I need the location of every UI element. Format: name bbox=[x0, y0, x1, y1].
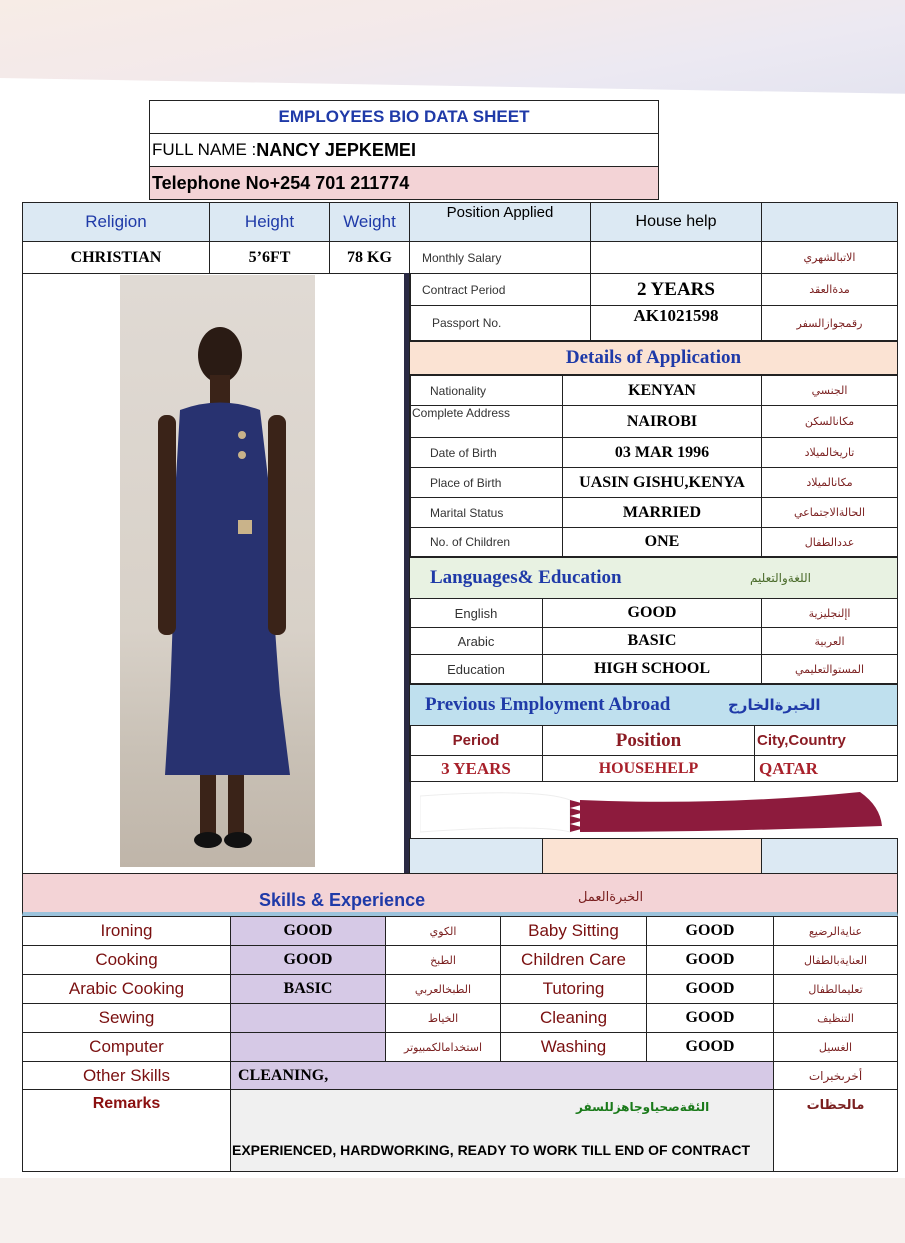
telephone: +254 701 211774 bbox=[269, 172, 410, 193]
passport-label: Passport No. bbox=[409, 305, 591, 341]
skill-name: Arabic Cooking bbox=[22, 974, 231, 1004]
application-header: Details of Application bbox=[409, 341, 898, 375]
height-header: Height bbox=[209, 202, 330, 242]
application-value: UASIN GISHU,KENYA bbox=[562, 467, 762, 498]
language-value: HIGH SCHOOL bbox=[542, 654, 762, 684]
application-ar: مكانالسكن bbox=[761, 405, 898, 438]
language-label: English bbox=[409, 598, 543, 628]
skill-ar: الخياط bbox=[385, 1003, 501, 1033]
remarks-ar: مالحظات bbox=[773, 1089, 898, 1172]
application-value: NAIROBI bbox=[562, 405, 762, 438]
skill-ar: تعليمالطفال bbox=[773, 974, 898, 1004]
remarks-body: الئقةصحياوجاهزللسفر EXPERIENCED, HARDWORKING, READY TO WORK TILL END OF CONTRACT bbox=[230, 1089, 774, 1172]
skill-level: GOOD bbox=[230, 945, 386, 975]
skill-name: Baby Sitting bbox=[500, 916, 647, 946]
prev-period-value: 3 YEARS bbox=[409, 755, 543, 782]
skill-level bbox=[230, 1032, 386, 1062]
skill-level bbox=[230, 1003, 386, 1033]
skill-ar: الطبخالعربي bbox=[385, 974, 501, 1004]
prev-position-value: HOUSEHELP bbox=[542, 755, 755, 782]
other-skills-label: Other Skills bbox=[22, 1061, 231, 1090]
weight-header: Weight bbox=[329, 202, 410, 242]
application-label: Place of Birth bbox=[409, 467, 563, 498]
application-label: Nationality bbox=[409, 375, 563, 406]
skill-name: Washing bbox=[500, 1032, 647, 1062]
remarks-text: EXPERIENCED, HARDWORKING, READY TO WORK TILL END OF CONTRACT bbox=[232, 1142, 751, 1158]
skill-ar: الكوي bbox=[385, 916, 501, 946]
application-value: MARRIED bbox=[562, 497, 762, 528]
position-applied-empty bbox=[761, 202, 898, 242]
remarks-label: Remarks bbox=[22, 1089, 231, 1172]
skill-ar: الغسيل bbox=[773, 1032, 898, 1062]
sheet-title: EMPLOYEES BIO DATA SHEET bbox=[278, 107, 530, 126]
height-value: 5’6FT bbox=[209, 241, 330, 274]
skill-level: BASIC bbox=[230, 974, 386, 1004]
skill-name: Cooking bbox=[22, 945, 231, 975]
telephone-label: Telephone No bbox=[152, 172, 270, 193]
skill-level: GOOD bbox=[646, 945, 774, 975]
skill-level: GOOD bbox=[646, 974, 774, 1004]
position-applied-value: House help bbox=[590, 202, 762, 242]
skill-name: Tutoring bbox=[500, 974, 647, 1004]
religion-header: Religion bbox=[22, 202, 210, 242]
application-ar: مكانالميلاد bbox=[761, 467, 898, 498]
application-value: 03 MAR 1996 bbox=[562, 437, 762, 468]
passport-ar: رقمجوازالسفر bbox=[761, 305, 898, 341]
skill-level: GOOD bbox=[646, 1032, 774, 1062]
application-label: No. of Children bbox=[409, 527, 563, 557]
passport-value: AK1021598 bbox=[590, 305, 762, 341]
telephone-cell bbox=[149, 166, 659, 200]
prev-period-header: Period bbox=[409, 725, 543, 756]
language-ar: العربية bbox=[761, 627, 898, 655]
skill-ar: الطبخ bbox=[385, 945, 501, 975]
contract-period-label: Contract Period bbox=[409, 273, 591, 306]
contract-period-ar: مدةالعقد bbox=[761, 273, 898, 306]
skill-ar: العنايةبالطفال bbox=[773, 945, 898, 975]
other-skills-value: CLEANING, bbox=[230, 1061, 774, 1090]
skill-name: Ironing bbox=[22, 916, 231, 946]
sheet-title-cell bbox=[149, 100, 659, 134]
application-label: Date of Birth bbox=[409, 437, 563, 468]
prev-position-header: Position bbox=[542, 725, 755, 756]
skill-ar: عنايةالرضيع bbox=[773, 916, 898, 946]
other-skills-ar: أخرىخبرات bbox=[773, 1061, 898, 1090]
application-ar: تاريخالميلاد bbox=[761, 437, 898, 468]
applicant-photo bbox=[120, 275, 315, 867]
skill-name: Children Care bbox=[500, 945, 647, 975]
skill-name: Computer bbox=[22, 1032, 231, 1062]
full-name: NANCY JEPKEMEI bbox=[256, 139, 416, 160]
monthly-salary-value bbox=[590, 241, 762, 274]
application-label: Complete Address bbox=[409, 405, 563, 438]
application-value: ONE bbox=[562, 527, 762, 557]
language-ar: المستوالتعليمي bbox=[761, 654, 898, 684]
skill-ar: التنظيف bbox=[773, 1003, 898, 1033]
language-label: Education bbox=[409, 654, 543, 684]
application-ar: الجنسي bbox=[761, 375, 898, 406]
previous-employment-header: Previous Employment Abroad الخبرةالخارج bbox=[409, 684, 898, 726]
full-name-cell bbox=[149, 133, 659, 167]
prev-city-header: City,Country bbox=[754, 725, 898, 756]
skill-level: GOOD bbox=[646, 916, 774, 946]
person-silhouette-icon bbox=[120, 275, 315, 867]
application-value: KENYAN bbox=[562, 375, 762, 406]
skills-header: Skills & Experience الخبرةالعمل bbox=[22, 873, 898, 916]
skill-name: Sewing bbox=[22, 1003, 231, 1033]
application-label: Marital Status bbox=[409, 497, 563, 528]
language-label: Arabic bbox=[409, 627, 543, 655]
application-ar: الحالةالاجتماعي bbox=[761, 497, 898, 528]
contract-period-value: 2 YEARS bbox=[590, 273, 762, 306]
skill-level: GOOD bbox=[646, 1003, 774, 1033]
skill-ar: استخدامالكمبيوتر bbox=[385, 1032, 501, 1062]
language-value: GOOD bbox=[542, 598, 762, 628]
page-background-bottom bbox=[0, 1178, 905, 1243]
religion-value: CHRISTIAN bbox=[22, 241, 210, 274]
language-value: BASIC bbox=[542, 627, 762, 655]
monthly-salary-ar: الاتبالشهري bbox=[761, 241, 898, 274]
skill-name: Cleaning bbox=[500, 1003, 647, 1033]
position-applied-header: Position Applied bbox=[409, 202, 591, 242]
full-name-label: FULL NAME : bbox=[152, 140, 257, 159]
language-ar: اإلنجليزية bbox=[761, 598, 898, 628]
languages-header: Languages& Education اللغةوالتعليم bbox=[409, 557, 898, 599]
monthly-salary-label: Monthly Salary bbox=[409, 241, 591, 274]
skill-level: GOOD bbox=[230, 916, 386, 946]
prev-city-value: QATAR bbox=[754, 755, 898, 782]
weight-value: 78 KG bbox=[329, 241, 410, 274]
qatar-flag-icon bbox=[420, 786, 890, 838]
application-ar: عددالطفال bbox=[761, 527, 898, 557]
